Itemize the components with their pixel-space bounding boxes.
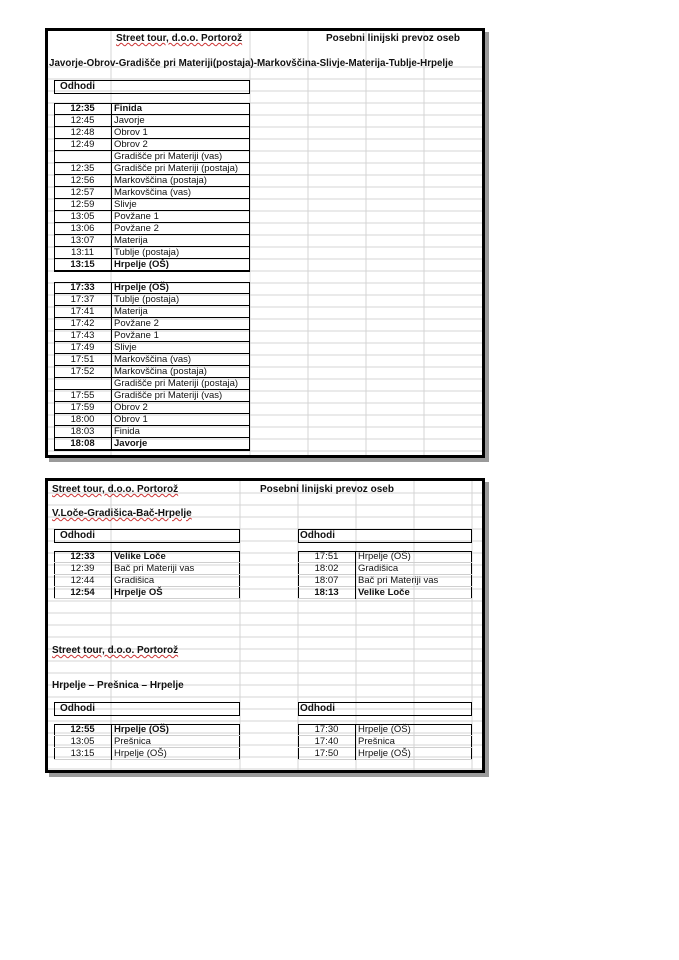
departure-time: 18:07 — [314, 575, 339, 586]
timetable-row — [54, 294, 250, 306]
col-header-odhodi-left: Odhodi — [60, 530, 95, 541]
timetable-row — [54, 127, 250, 139]
column-divider — [111, 390, 112, 402]
timetable-row — [54, 330, 250, 342]
departure-time: 12:35 — [70, 103, 95, 114]
timetable-row — [54, 587, 240, 599]
timetable-row — [298, 724, 472, 736]
timetable-row — [54, 438, 250, 450]
timetable-row — [54, 187, 250, 199]
timetable-row — [54, 282, 250, 294]
departure-time: 18:03 — [70, 426, 95, 437]
column-divider — [111, 342, 112, 354]
service-title: Posebni linijski prevoz oseb — [260, 484, 394, 495]
stop-name: Gradišče pri Materiji (postaja) — [114, 163, 239, 174]
stop-name: Hrpelje OŠ — [114, 587, 163, 598]
company-name-2: Street tour, d.o.o. Portorož — [52, 645, 179, 656]
column-divider — [355, 563, 356, 575]
column-divider — [111, 282, 112, 294]
timetable-row — [298, 587, 472, 599]
departure-time: 13:11 — [70, 247, 95, 258]
column-divider — [111, 127, 112, 139]
column-divider — [111, 414, 112, 426]
column-divider — [111, 294, 112, 306]
departure-time: 12:35 — [70, 163, 95, 174]
departure-time: 17:30 — [314, 724, 339, 735]
row-divider — [54, 598, 240, 599]
departure-time: 17:49 — [70, 342, 95, 353]
departure-time: 17:40 — [314, 736, 339, 747]
company-name: Street tour, d.o.o. Portorož — [116, 33, 243, 44]
timetable-row — [54, 259, 250, 271]
route-1-title: V.Loče-Gradišica-Bač-Hrpelje — [52, 508, 192, 519]
column-divider — [355, 736, 356, 748]
stop-name: Obrov 2 — [114, 139, 148, 150]
departure-time: 17:41 — [70, 306, 95, 317]
stop-name: Velike Loče — [114, 551, 166, 562]
stop-name: Javorje — [114, 438, 148, 449]
column-divider — [111, 724, 112, 736]
stop-name: Javorje — [114, 115, 145, 126]
departure-time: 12:54 — [70, 587, 95, 598]
row-divider — [54, 449, 250, 450]
timetable-row — [54, 103, 250, 115]
departure-time: 17:51 — [314, 551, 339, 562]
stop-name: Materija — [114, 306, 148, 317]
departure-time: 17:51 — [70, 354, 95, 365]
timetable-row — [54, 306, 250, 318]
departure-time: 18:08 — [70, 438, 95, 449]
timetable-row — [54, 378, 250, 390]
stop-name: Hrpelje (OŠ) — [114, 259, 169, 270]
stop-name: Gradišče pri Materiji (postaja) — [114, 378, 239, 389]
column-divider — [111, 736, 112, 748]
col-header-odhodi-left-2: Odhodi — [60, 703, 95, 714]
departure-time: 17:55 — [70, 390, 95, 401]
departure-time: 18:13 — [314, 587, 339, 598]
column-divider — [111, 366, 112, 378]
timetable-row — [54, 211, 250, 223]
timetable-row — [54, 390, 250, 402]
timetable-row — [54, 115, 250, 127]
timetable-row — [54, 736, 240, 748]
row-divider — [298, 598, 472, 599]
stop-name: Obrov 2 — [114, 402, 148, 413]
departure-time: 17:33 — [70, 282, 95, 293]
route-title: Javorje-Obrov-Gradišče pri Materiji(postaja)-Markovščina-Slivje-Materija-Tublje-Hrpelje — [49, 58, 454, 69]
stop-name: Hrpelje (OŠ) — [114, 724, 169, 735]
column-divider — [111, 151, 112, 163]
departure-time: 17:37 — [70, 294, 95, 305]
stop-name: Hrpelje (OŠ) — [358, 748, 411, 759]
column-divider — [355, 575, 356, 587]
timetable-row — [298, 736, 472, 748]
column-divider — [111, 247, 112, 259]
column-divider — [111, 563, 112, 575]
departure-time: 17:59 — [70, 402, 95, 413]
timetable-row — [54, 151, 250, 163]
stop-name: Slivje — [114, 342, 137, 353]
timetable-row — [54, 354, 250, 366]
column-divider — [111, 575, 112, 587]
stop-name: Gradišica — [114, 575, 155, 586]
departure-time: 13:15 — [70, 748, 95, 759]
timetable-row — [298, 563, 472, 575]
row-divider — [298, 759, 472, 760]
timetable-sheet-1 — [45, 28, 485, 458]
column-divider — [111, 354, 112, 366]
departure-time: 12:44 — [70, 575, 95, 586]
departure-time: 18:00 — [70, 414, 95, 425]
stop-name: Bač pri Materiji vas — [358, 575, 439, 586]
stop-name: Gradišče pri Materiji (vas) — [114, 151, 223, 162]
departure-time: 13:05 — [70, 211, 95, 222]
stop-name: Prešnica — [358, 736, 395, 747]
column-divider — [111, 330, 112, 342]
column-divider — [111, 223, 112, 235]
timetable-row — [54, 402, 250, 414]
stop-name: Markovščina (postaja) — [114, 366, 207, 377]
stop-name: Prešnica — [114, 736, 151, 747]
row-divider — [54, 759, 240, 760]
departure-time: 18:02 — [314, 563, 339, 574]
departure-time: 12:33 — [70, 551, 95, 562]
stop-name: Finida — [114, 103, 142, 114]
departure-time: 12:49 — [70, 139, 95, 150]
column-divider — [111, 551, 112, 563]
stop-name: Materija — [114, 235, 148, 246]
departure-time: 13:15 — [70, 259, 95, 270]
column-divider — [111, 115, 112, 127]
departure-time: 12:57 — [70, 187, 95, 198]
column-divider — [111, 748, 112, 760]
stop-name: Povžane 1 — [114, 211, 159, 222]
timetable-row — [54, 748, 240, 760]
column-divider — [111, 438, 112, 450]
departure-time: 13:06 — [70, 223, 95, 234]
stop-name: Obrov 1 — [114, 414, 148, 425]
timetable-row — [54, 724, 240, 736]
column-divider — [111, 175, 112, 187]
stop-name: Finida — [114, 426, 140, 437]
column-divider — [355, 587, 356, 599]
timetable-row — [54, 426, 250, 438]
departure-time: 12:56 — [70, 175, 95, 186]
stop-name: Hrpelje (OŠ) — [114, 282, 169, 293]
timetable-row — [54, 247, 250, 259]
stop-name: Markovščina (vas) — [114, 354, 192, 365]
column-divider — [111, 103, 112, 115]
departure-time: 12:39 — [70, 563, 95, 574]
stop-name: Markovščina (postaja) — [114, 175, 207, 186]
col-header-odhodi: Odhodi — [60, 81, 95, 92]
col-header-odhodi-right-2: Odhodi — [300, 703, 335, 714]
departure-time: 12:59 — [70, 199, 95, 210]
stop-name: Povžane 2 — [114, 223, 159, 234]
departure-time: 12:45 — [70, 115, 95, 126]
timetable-row — [54, 223, 250, 235]
column-divider — [355, 724, 356, 736]
col-header-odhodi-right: Odhodi — [300, 530, 335, 541]
timetable-row — [298, 575, 472, 587]
departure-time: 13:07 — [70, 235, 95, 246]
stop-name: Hrpelje (OŠ) — [358, 724, 411, 735]
timetable-row — [54, 563, 240, 575]
timetable-row — [54, 139, 250, 151]
stop-name: Hrpelje (OŠ) — [114, 748, 167, 759]
stop-name: Markovščina (vas) — [114, 187, 192, 198]
timetable-row — [54, 175, 250, 187]
stop-name: Slivje — [114, 199, 137, 210]
timetable-sheet-2 — [45, 478, 485, 773]
timetable-row — [298, 748, 472, 760]
service-title: Posebni linijski prevoz oseb — [326, 33, 460, 44]
column-divider — [111, 378, 112, 390]
column-divider — [111, 187, 112, 199]
stop-name: Gradišče pri Materiji (vas) — [114, 390, 223, 401]
column-divider — [111, 235, 112, 247]
stop-name: Obrov 1 — [114, 127, 148, 138]
stop-name: Hrpelje (OŠ) — [358, 551, 411, 562]
timetable-row — [54, 366, 250, 378]
departure-time: 17:42 — [70, 318, 95, 329]
company-name: Street tour, d.o.o. Portorož — [52, 484, 179, 495]
timetable-row — [54, 235, 250, 247]
timetable-row — [54, 199, 250, 211]
stop-name: Povžane 1 — [114, 330, 159, 341]
timetable-row — [54, 342, 250, 354]
timetable-row — [54, 318, 250, 330]
column-divider — [111, 587, 112, 599]
stop-name: Bač pri Materiji vas — [114, 563, 195, 574]
timetable-row — [54, 551, 240, 563]
stop-name: Gradišica — [358, 563, 399, 574]
departure-time: 17:43 — [70, 330, 95, 341]
stop-name: Povžane 2 — [114, 318, 159, 329]
stop-name: Velike Loče — [358, 587, 410, 598]
column-divider — [355, 551, 356, 563]
column-divider — [111, 199, 112, 211]
departure-time: 13:05 — [70, 736, 95, 747]
timetable-row — [54, 163, 250, 175]
column-divider — [111, 139, 112, 151]
timetable-row — [298, 551, 472, 563]
timetable-row — [54, 575, 240, 587]
column-divider — [111, 426, 112, 438]
column-divider — [111, 306, 112, 318]
column-divider — [111, 402, 112, 414]
stop-name: Tublje (postaja) — [114, 247, 180, 258]
column-divider — [111, 318, 112, 330]
row-divider — [54, 270, 250, 271]
departure-time: 17:52 — [70, 366, 95, 377]
column-divider — [355, 748, 356, 760]
column-divider — [111, 259, 112, 271]
departure-time: 12:48 — [70, 127, 95, 138]
stop-name: Tublje (postaja) — [114, 294, 180, 305]
departure-time: 17:50 — [314, 748, 339, 759]
departure-time: 12:55 — [70, 724, 95, 735]
column-divider — [111, 211, 112, 223]
column-divider — [111, 163, 112, 175]
timetable-row — [54, 414, 250, 426]
route-2-title: Hrpelje – Prešnica – Hrpelje — [52, 680, 184, 691]
